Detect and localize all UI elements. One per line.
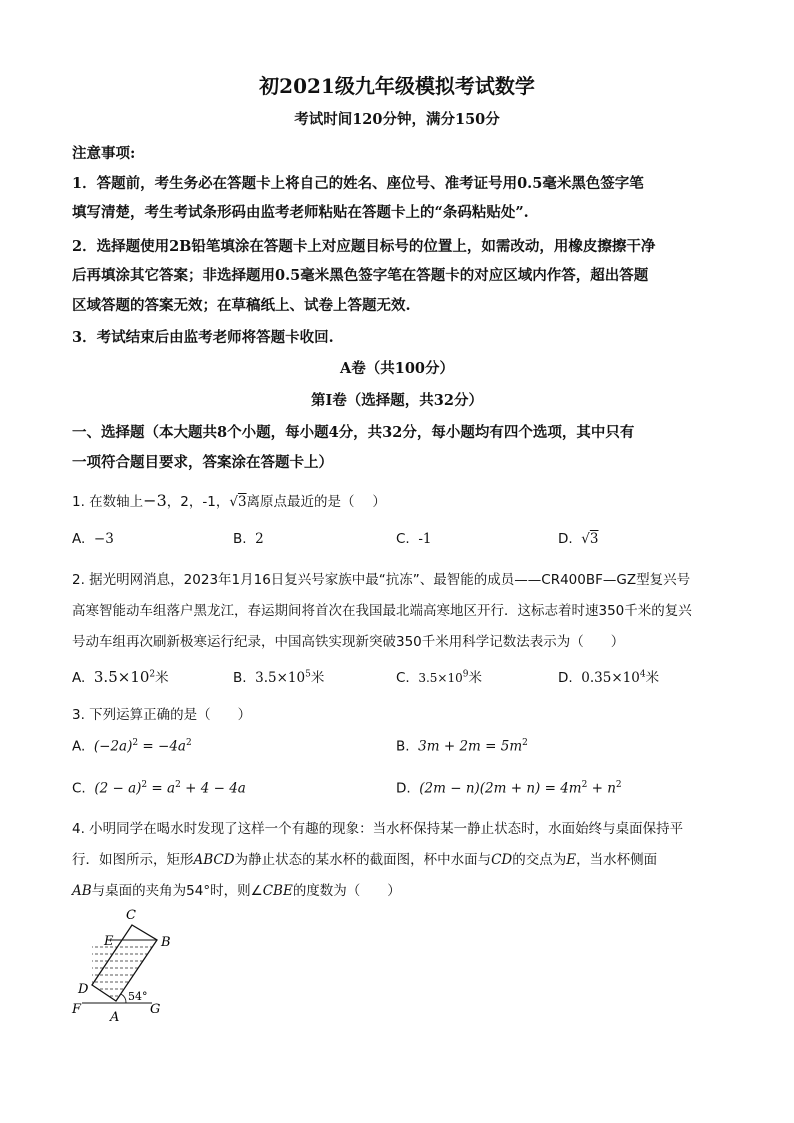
q2-option-d[interactable]: D. $0.35\times 10^4$米	[558, 669, 660, 686]
part-1-heading: 第Ⅰ卷（选择题，共32分）	[311, 392, 483, 409]
sqrt-symbol-icon: √	[229, 494, 238, 510]
section-heading-line-1: 一、选择题（本大题共8个小题，每小题4分，共32分，每小题均有四个选项，其中只有	[72, 424, 635, 441]
q3-option-c[interactable]: C. $(2 - a)^2 = a^2 + 4 - 4a$	[72, 780, 246, 797]
question-4-line-2: 行．如图所示，矩形ABCD为静止状态的某水杯的截面图，杯中水面与CD的交点为E，当水杯侧面	[72, 852, 658, 868]
question-4-line-3: AB与桌面的夹角为54°时，则∠CBE的度数为（ ）	[72, 883, 401, 899]
q2-option-c[interactable]: C. $3.5\times 10^9$米	[396, 669, 482, 686]
notice-line-3: 2．选择题使用2B铅笔填涂在答题卡上对应题目标号的位置上，如需改动，用橡皮擦擦干净	[72, 238, 656, 255]
notice-line-6: 3．考试结束后由监考老师将答题卡收回.	[72, 329, 334, 346]
volume-a-heading: A卷（共100分）	[339, 360, 455, 377]
label-c: C	[126, 908, 136, 923]
label-a: A	[110, 1010, 120, 1025]
q1-option-d[interactable]: D. √3	[558, 531, 599, 547]
question-2-line-3: 号动车组再次刷新极寒运行纪录，中国高铁实现新突破350千米用科学记数法表示为（ ）	[72, 634, 625, 650]
page-title: 初2021级九年级模拟考试数学	[259, 74, 535, 98]
notice-line-4: 后再填涂其它答案；非选择题用0.5毫米黑色签字笔在答题卡的对应区域内作答，超出答题	[72, 267, 649, 284]
q3-option-d[interactable]: D. $(2m - n)(2m + n) = 4m^2 + n^2$	[396, 780, 622, 797]
label-e: E	[104, 934, 114, 949]
notice-line-1: 1．答题前，考生务必在答题卡上将自己的姓名、座位号、准考证号用0.5毫米黑色签字笔	[72, 175, 644, 192]
exam-subtitle: 考试时间120分钟，满分150分	[294, 111, 500, 128]
angle-arc	[121, 994, 126, 1003]
label-b: B	[161, 935, 171, 950]
q1-option-b[interactable]: B. 2	[233, 531, 264, 547]
notice-line-5: 区域答题的答案无效；在草稿纸上、试卷上答题无效.	[72, 297, 411, 314]
q3-option-b[interactable]: B. $3m + 2m = 5m^2$	[396, 738, 528, 755]
label-g: G	[150, 1002, 161, 1017]
sqrt-symbol-icon: √	[581, 531, 590, 547]
notice-heading: 注意事项:	[72, 145, 136, 162]
q1-option-a[interactable]: A. −3	[72, 531, 114, 547]
q2-option-a[interactable]: A. $3.5\times 10^2$米	[72, 668, 169, 686]
question-1-stem: 1. 在数轴上−3，2，-1，√3离原点最近的是（ ）	[72, 491, 386, 510]
notice-line-2: 填写清楚，考生考试条形码由监考老师粘贴在答题卡上的“条码粘贴处”.	[72, 204, 529, 221]
question-2-line-1: 2. 据光明网消息，2023年1月16日复兴号家族中最“抗冻”、最智能的成员——CR400BF—GZ型复兴号	[72, 572, 691, 588]
q2-option-b[interactable]: B. $3.5\times 10^5$米	[233, 669, 325, 686]
label-f: F	[72, 1002, 82, 1017]
question-2-line-2: 高寒智能动车组落户黑龙江，春运期间将首次在我国最北端高寒地区开行．这标志着时速350千米的复兴	[72, 603, 692, 619]
q3-option-a[interactable]: A. $(-2a)^2 = -4a^2$	[72, 738, 192, 755]
question-4-line-1: 4. 小明同学在喝水时发现了这样一个有趣的现象：当水杯保持某一静止状态时，水面始终与桌面保持平	[72, 821, 684, 837]
neg-three: −3	[143, 491, 167, 510]
section-heading-line-2: 一项符合题目要求，答案涂在答题卡上）	[72, 454, 333, 471]
label-d: D	[78, 982, 89, 997]
angle-label: 54°	[128, 990, 148, 1003]
question-3-stem: 3. 下列运算正确的是（ ）	[72, 707, 252, 723]
cup-diagram	[70, 905, 190, 1025]
q1-option-c[interactable]: C. -1	[396, 531, 432, 547]
